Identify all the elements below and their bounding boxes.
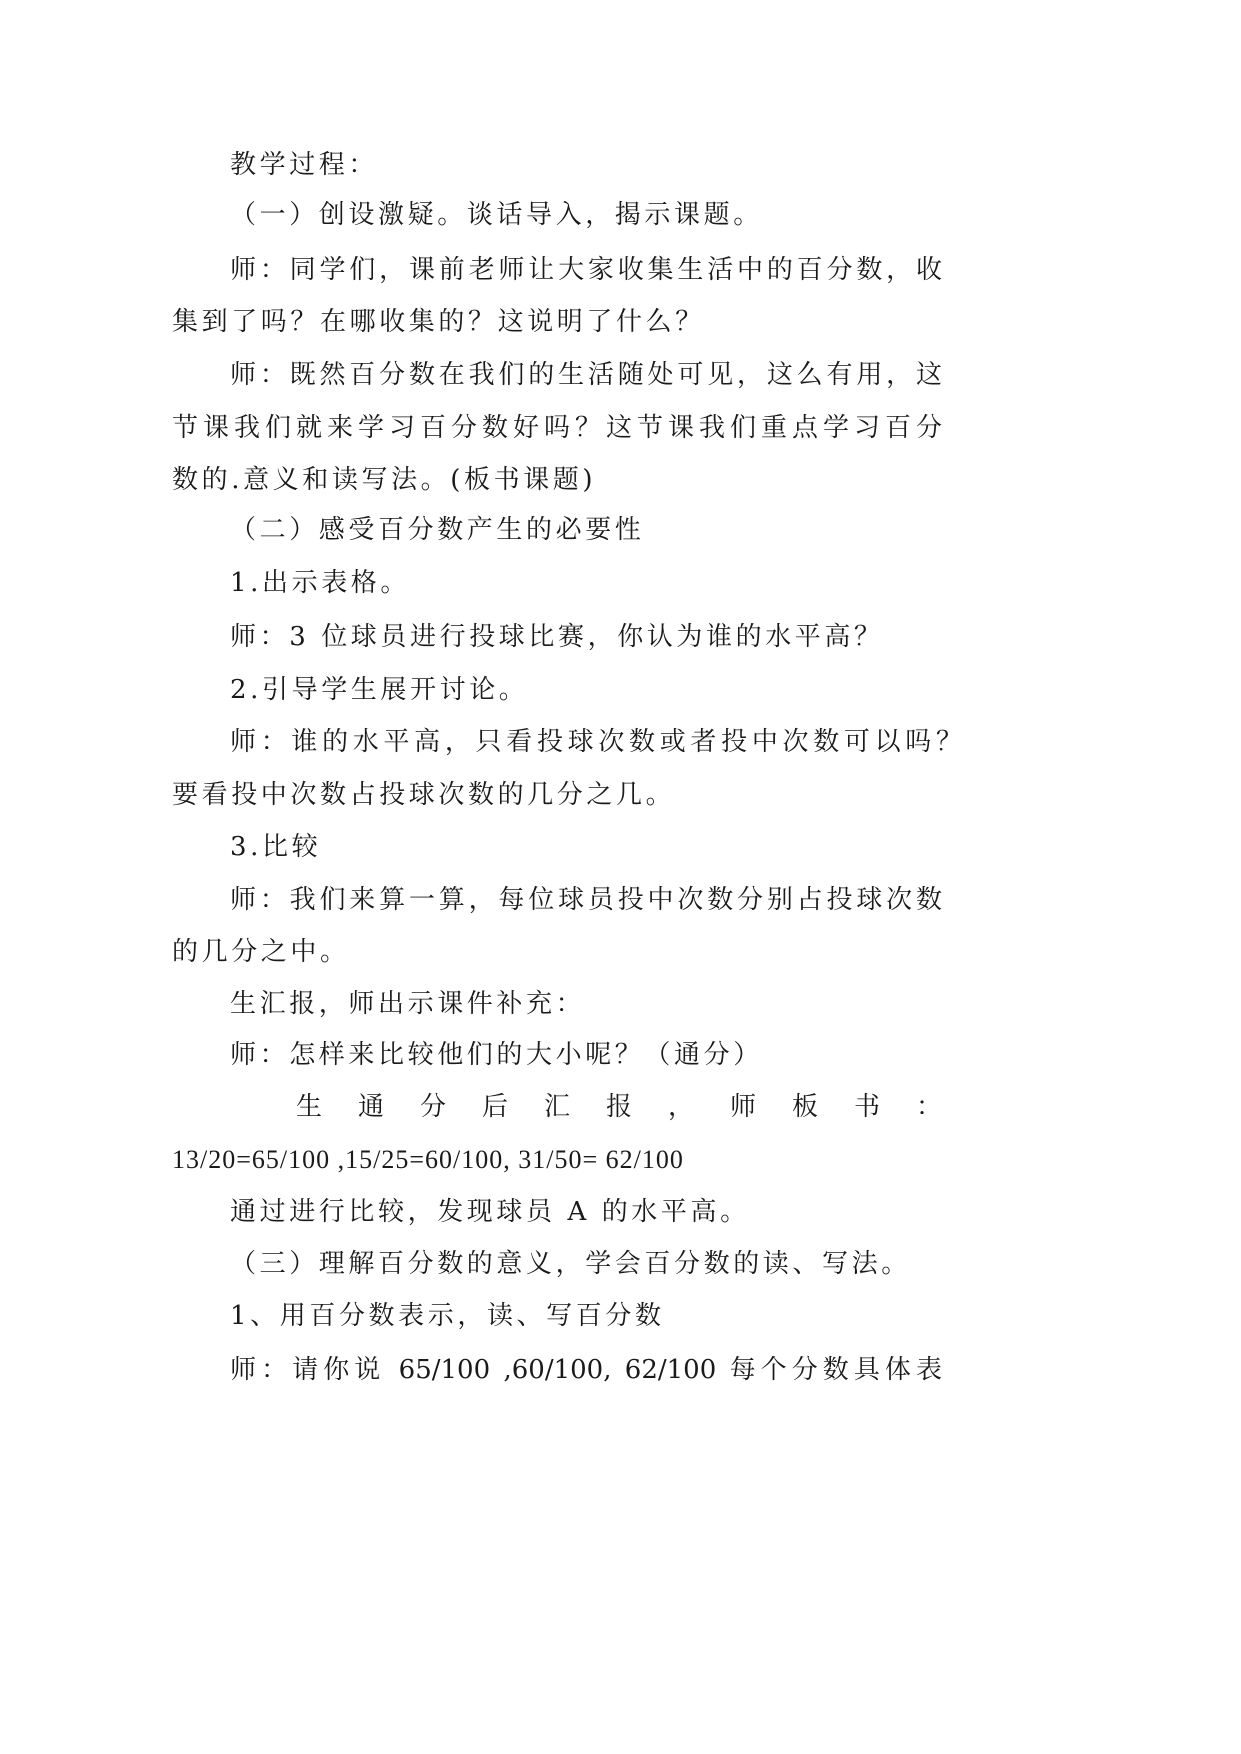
text-line: 集到了吗？在哪收集的？这说明了什么？ bbox=[172, 307, 705, 337]
text-line: 通过进行比较，发现球员 A 的水平高。 bbox=[230, 1197, 750, 1227]
text-line: 生 通 分 后 汇 报 ， 师 板 书 ： bbox=[296, 1092, 942, 1122]
text-line: 师：谁的水平高，只看投球次数或者投中次数可以吗？ bbox=[230, 727, 962, 757]
text-line: 的几分之中。 bbox=[172, 937, 350, 967]
section-heading-1: （一）创设激疑。谈话导入，揭示课题。 bbox=[230, 200, 763, 230]
heading-teaching-process: 教学过程： bbox=[230, 150, 379, 180]
section-heading-2: （二）感受百分数产生的必要性 bbox=[230, 515, 645, 545]
text-line: 师：既然百分数在我们的生活随处可见，这么有用，这 bbox=[230, 360, 942, 390]
text-line: 3.比较 bbox=[230, 832, 322, 862]
text-line: 2.引导学生展开讨论。 bbox=[230, 675, 529, 705]
text-line: 师：同学们，课前老师让大家收集生活中的百分数，收 bbox=[230, 255, 942, 285]
text-line: 生汇报，师出示课件补充： bbox=[230, 989, 586, 1019]
text-line: 节课我们就来学习百分数好吗？这节课我们重点学习百分 bbox=[172, 413, 942, 443]
text-line: 1.出示表格。 bbox=[230, 568, 411, 598]
text-line: 师：请你说 65/100 ,60/100, 62/100 每个分数具体表 bbox=[230, 1355, 942, 1385]
text-line: 1、用百分数表示，读、写百分数 bbox=[230, 1301, 665, 1331]
text-line: 师：怎样来比较他们的大小呢？（通分） bbox=[230, 1040, 763, 1070]
text-line: 要看投中次数占投球次数的几分之几。 bbox=[172, 780, 676, 810]
text-line: 师：我们来算一算，每位球员投中次数分别占投球次数 bbox=[230, 885, 942, 915]
text-line: 数的.意义和读写法。(板书课题) bbox=[172, 465, 597, 495]
text-line: 师：3 位球员进行投球比赛，你认为谁的水平高？ bbox=[230, 622, 884, 652]
section-heading-3: （三）理解百分数的意义，学会百分数的读、写法。 bbox=[230, 1249, 911, 1279]
formula-line: 13/20=65/100 ,15/25=60/100, 31/50= 62/100 bbox=[172, 1145, 684, 1174]
